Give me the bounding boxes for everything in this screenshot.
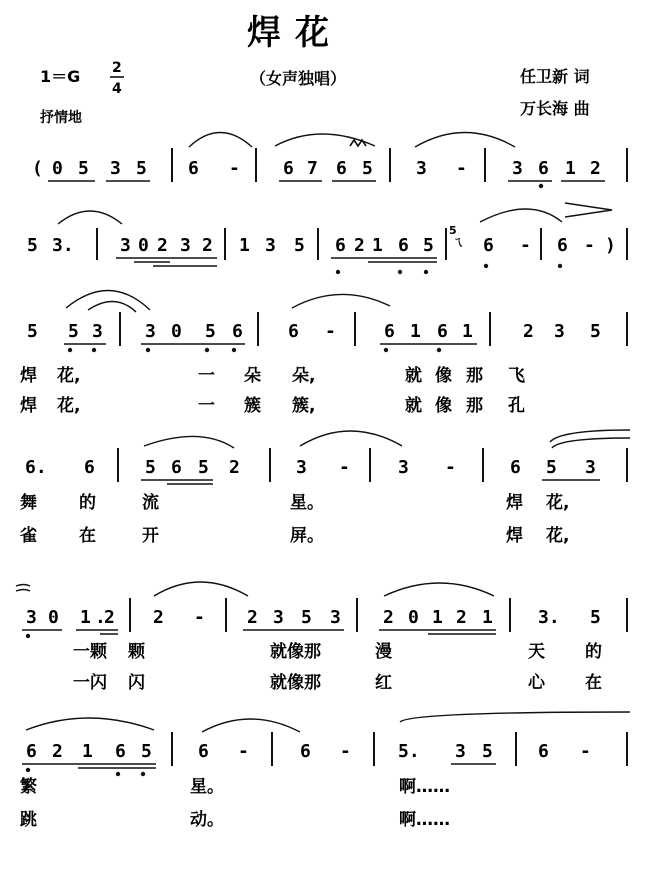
note: 5 [68, 321, 79, 342]
lyric-verse-1: 的 [585, 642, 602, 662]
lyric-verse-1: 一颗 [73, 642, 107, 662]
note: - [339, 457, 350, 478]
lyric-verse-2: 簇, [292, 396, 316, 416]
lyric-verse-1: 花, [57, 366, 81, 386]
note: 2 [52, 741, 63, 762]
note: 1 [410, 321, 421, 342]
note: 6 [483, 235, 494, 256]
note: 2 [153, 607, 164, 628]
lyric-verse-2: 开 [142, 526, 159, 546]
lyric-verse-2: 孔 [508, 396, 525, 416]
lyric-verse-1: 那 [466, 366, 483, 386]
note: 2 [247, 607, 258, 628]
lyric-verse-1: 星。 [290, 493, 324, 513]
note: 3 [416, 158, 427, 179]
note: 0 [138, 235, 149, 256]
note: 3 [110, 158, 121, 179]
note: 5 [198, 457, 209, 478]
lyric-verse-1: 啊…… [399, 777, 450, 797]
tempo-marking: 抒情地 [40, 110, 82, 126]
note: 2 [456, 607, 467, 628]
note: 3. [52, 235, 74, 256]
lyric-verse-1: 星。 [190, 777, 224, 797]
note: 3 [554, 321, 565, 342]
note: 5 [136, 158, 147, 179]
note: 6 [510, 457, 521, 478]
note: - [584, 235, 595, 256]
note: 5 [590, 607, 601, 628]
lyric-verse-2: 屏。 [290, 526, 324, 546]
lyric-verse-2: 一 [198, 396, 215, 416]
lyric-verse-2: 花, [57, 396, 81, 416]
lyric-verse-1: 朵 [244, 366, 261, 386]
score-row [20, 457, 596, 546]
note: 6 [384, 321, 395, 342]
note: 1 [372, 235, 383, 256]
note: 0 [48, 607, 59, 628]
lyric-verse-1: 焊 [506, 493, 523, 513]
song-title: 焊花 [247, 13, 343, 53]
note: - [238, 741, 249, 762]
note: 5 [294, 235, 305, 256]
score-row [32, 158, 601, 179]
lyric-verse-2: 心 [528, 673, 545, 693]
lyric-verse-2: 就像那 [270, 673, 321, 693]
note: 1 [432, 607, 443, 628]
note: 2 [523, 321, 534, 342]
tie-in-mark [16, 585, 30, 592]
lyric-verse-2: 簇 [244, 396, 261, 416]
note: 2 [104, 607, 115, 628]
lyric-verse-1: 繁 [20, 777, 37, 797]
lyric-verse-2: 一闪 [73, 673, 107, 693]
note: 6 [283, 158, 294, 179]
note: 5 [205, 321, 216, 342]
breath-mark-hook: ㄟ [452, 235, 465, 249]
note: 6 [171, 457, 182, 478]
note: 7 [307, 158, 318, 179]
note: - [194, 607, 205, 628]
lyric-verse-1: 一 [198, 366, 215, 386]
note: 2 [383, 607, 394, 628]
note: 3 [265, 235, 276, 256]
note: 6 [538, 741, 549, 762]
lyric-verse-1: 漫 [375, 642, 392, 662]
note: 0 [408, 607, 419, 628]
note: 3 [145, 321, 156, 342]
note: 5 [27, 235, 38, 256]
score-row [26, 607, 602, 693]
note: 3 [26, 607, 37, 628]
note: 5 [78, 158, 89, 179]
note: 6 [437, 321, 448, 342]
note: 1 [462, 321, 473, 342]
note: 3. [538, 607, 560, 628]
lyric-verse-1: 像 [435, 366, 452, 386]
note: 5 [482, 741, 493, 762]
lyric-verse-2: 那 [466, 396, 483, 416]
lyric-verse-2: 在 [585, 673, 602, 693]
lyric-verse-1: 的 [79, 493, 96, 513]
note: 1 [482, 607, 493, 628]
key-signature: 1＝G [40, 67, 81, 86]
note: 5 [546, 457, 557, 478]
breath-mark-numeral: 5 [449, 224, 457, 237]
lyric-verse-2: 红 [375, 673, 392, 693]
note: 5 [145, 457, 156, 478]
note: 5 [590, 321, 601, 342]
decrescendo-mark [565, 203, 612, 217]
lyric-verse-2: 闪 [128, 673, 145, 693]
note: 3 [92, 321, 103, 342]
lyric-verse-1: 颗 [128, 642, 145, 662]
note: 1 [565, 158, 576, 179]
note: 1 [80, 607, 91, 628]
note: 2 [354, 235, 365, 256]
note: 1 [239, 235, 250, 256]
performance-note: （女声独唱） [250, 69, 347, 88]
note: 5 [141, 741, 152, 762]
note: 3 [330, 607, 341, 628]
note: - [325, 321, 336, 342]
note: 5. [398, 741, 420, 762]
note: 6 [398, 235, 409, 256]
lyric-verse-1: 焊 [20, 366, 37, 386]
note: 5 [301, 607, 312, 628]
note: 6 [300, 741, 311, 762]
note: ) [605, 235, 616, 256]
note: 3 [585, 457, 596, 478]
note: 2 [229, 457, 240, 478]
note: 3 [455, 741, 466, 762]
note: 6 [538, 158, 549, 179]
note: - [229, 158, 240, 179]
note: 6 [115, 741, 126, 762]
lyric-verse-2: 跳 [20, 810, 37, 830]
composer-credit: 万长海 曲 [520, 99, 590, 118]
lyric-verse-2: 啊…… [399, 810, 450, 830]
note: 6 [288, 321, 299, 342]
lyric-verse-1: 飞 [508, 366, 525, 386]
note: 3 [120, 235, 131, 256]
note: - [520, 235, 531, 256]
lyric-verse-2: 雀 [20, 526, 37, 546]
note: 6 [336, 158, 347, 179]
note: 1 [82, 741, 93, 762]
note: 6 [188, 158, 199, 179]
lyric-verse-1: 朵, [292, 366, 316, 386]
lyric-verse-2: 就 [405, 396, 422, 416]
score-row [19, 321, 601, 416]
note: 6. [25, 457, 47, 478]
lyric-verse-2: 焊 [20, 396, 37, 416]
note: 5 [423, 235, 434, 256]
lyric-verse-1: 就 [405, 366, 422, 386]
note: 6 [84, 457, 95, 478]
note: 3 [273, 607, 284, 628]
note: 6 [198, 741, 209, 762]
time-numerator: 2 [112, 60, 122, 76]
lyric-verse-1: 花, [546, 493, 570, 513]
note: 0 [171, 321, 182, 342]
note: 6 [26, 741, 37, 762]
score-row [20, 741, 591, 830]
lyric-verse-1: 舞 [20, 493, 37, 513]
lyric-verse-1: 天 [528, 642, 545, 662]
note: 6 [335, 235, 346, 256]
note: 5 [362, 158, 373, 179]
note: 3 [512, 158, 523, 179]
note: - [456, 158, 467, 179]
note: 3 [296, 457, 307, 478]
note: 2 [157, 235, 168, 256]
lyric-verse-2: 焊 [506, 526, 523, 546]
lyric-verse-2: 像 [435, 396, 452, 416]
note: . [95, 607, 106, 628]
note: 6 [557, 235, 568, 256]
note: ( [32, 158, 43, 179]
note: - [340, 741, 351, 762]
note: 0 [52, 158, 63, 179]
note: 2 [590, 158, 601, 179]
note: 6 [232, 321, 243, 342]
note: 2 [202, 235, 213, 256]
note: 3 [398, 457, 409, 478]
lyricist-credit: 任卫新 词 [520, 67, 590, 86]
time-denominator: 4 [112, 81, 122, 97]
note: - [580, 741, 591, 762]
lyric-verse-1: 流 [142, 493, 159, 513]
lyric-verse-2: 在 [79, 526, 96, 546]
lyric-verse-1: 就像那 [270, 642, 321, 662]
lyric-verse-2: 花, [546, 526, 570, 546]
note: 5 [27, 321, 38, 342]
note: 3 [180, 235, 191, 256]
note: - [445, 457, 456, 478]
score-row [27, 235, 616, 256]
lyric-verse-2: 动。 [190, 810, 224, 830]
